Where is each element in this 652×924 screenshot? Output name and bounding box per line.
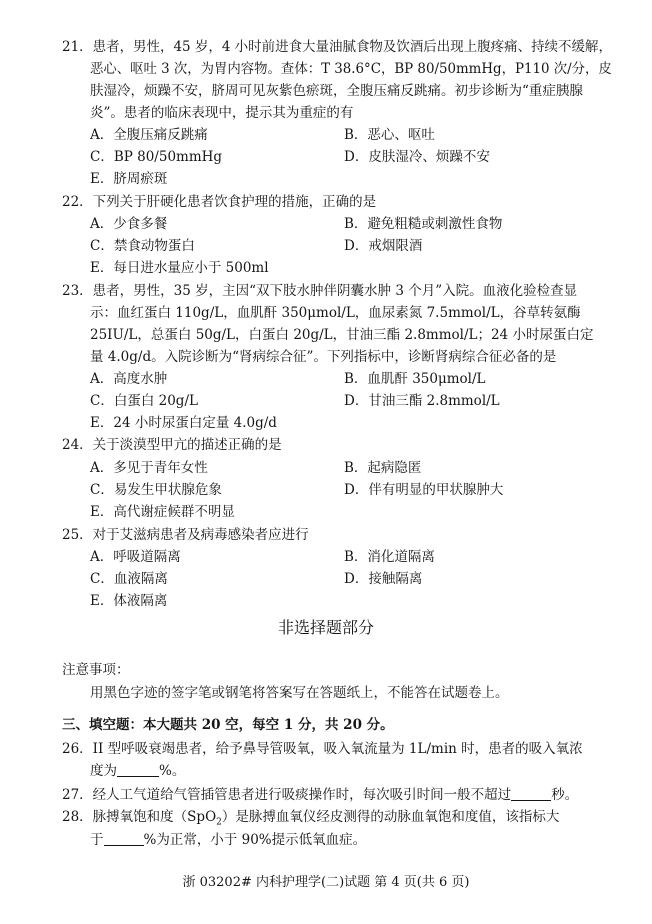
option-b: B．避免粗糙或刺激性食物 <box>344 216 503 232</box>
question-text-line: 25IU/L，总蛋白 50g/L，白蛋白 20g/L，甘油三酯 2.8mmol/L；24 小时尿蛋白定 <box>90 327 594 343</box>
question-text-line: 23．患者，男性，35 岁，主因“双下肢水肿伴阴囊水肿 3 个月”入院。血液化验检查显 <box>62 283 578 299</box>
option-d: D．戒烟限酒 <box>344 238 423 254</box>
notice-body: 用黑色字迹的签字笔或钢笔将答案写在答题纸上，不能答在试题卷上。 <box>90 685 509 701</box>
option-a: A．呼吸道隔离 <box>90 549 181 565</box>
text-segment: 度为 <box>90 763 117 779</box>
text-segment: 秒。 <box>551 787 579 803</box>
option-a: A．少食多餐 <box>90 216 168 232</box>
question-text-line: 26．II 型呼吸衰竭患者，给予鼻导管吸氧，吸入氧流量为 1L/min 时，患者的吸入氧浓 <box>62 741 583 757</box>
option-a: A．全腹压痛反跳痛 <box>90 127 208 143</box>
option-e: E．高代谢症候群不明显 <box>90 504 235 520</box>
question-text-line: 22．下列关于肝硬化患者饮食护理的措施，正确的是 <box>62 194 377 210</box>
option-b: B．血肌酐 350μmol/L <box>344 371 486 387</box>
option-c: C．BP 80/50mmHg <box>90 149 223 165</box>
text-segment: %为正常，小于 90%提示低氧血症。 <box>143 832 367 848</box>
question-text-line: 25．对于艾滋病患者及病毒感染者应进行 <box>62 527 309 543</box>
answer-blank[interactable] <box>117 762 159 777</box>
option-b: B．起病隐匿 <box>344 460 422 476</box>
option-a: A．多见于青年女性 <box>90 460 208 476</box>
option-a: A．高度水肿 <box>90 371 168 387</box>
notice-title: 注意事项： <box>62 662 130 678</box>
option-e: E．体液隔离 <box>90 593 168 609</box>
option-c: C．血液隔离 <box>90 571 168 587</box>
question-text-line: 炎”。患者的临床表现中，提示其为重症的有 <box>90 105 354 121</box>
text-segment: 于 <box>90 832 104 848</box>
option-b: B．恶心、呕吐 <box>344 127 435 143</box>
option-e: E．脐周瘀斑 <box>90 171 168 187</box>
page-footer: 浙 03202# 内科护理学(二)试题 第 4 页(共 6 页) <box>182 875 470 890</box>
question-text-line: 示：血红蛋白 110g/L，血肌酐 350μmol/L，血尿素氮 7.5mmol/L，谷草转氨酶 <box>90 305 581 321</box>
text-segment: ）是脉搏血氧仪经皮测得的动脉血氧饱和度值，该指标大 <box>221 809 560 825</box>
option-d: D．甘油三酯 2.8mmol/L <box>344 393 500 409</box>
answer-blank[interactable] <box>104 831 144 846</box>
section-title: 非选择题部分 <box>277 618 374 637</box>
question-text-line: 24．关于淡漠型甲亢的描述正确的是 <box>62 437 282 453</box>
question-text-line: 21．患者，男性，45 岁，4 小时前进食大量油腻食物及饮酒后出现上腹疼痛、持续不缓解， <box>62 39 612 55</box>
text-segment: 28．脉搏氧饱和度（SpO <box>62 809 217 825</box>
question-text-line: 恶心、呕吐 3 次，为胃内容物。查体：T 38.6°C，BP 80/50mmHg，P110 次/分，皮 <box>90 61 612 77</box>
option-b: B．消化道隔离 <box>344 549 435 565</box>
question-text-line <box>62 808 559 832</box>
option-c: C．易发生甲状腺危象 <box>90 482 222 498</box>
text-segment: 27．经人工气道给气管插管患者进行吸痰操作时，每次吸引时间一般不超过 <box>62 787 512 803</box>
question-text-line: 量 4.0g/d。入院诊断为“肾病综合征”。下列指标中，诊断肾病综合征必备的是 <box>90 349 557 365</box>
question-text-line <box>90 831 366 849</box>
question-text-line: 肤湿冷，烦躁不安，脐周可见灰紫色瘀斑，全腹压痛反跳痛。初步诊断为“重症胰腺 <box>90 83 583 99</box>
option-d: D．皮肤湿冷、烦躁不安 <box>344 149 490 165</box>
question-text-line <box>90 762 185 780</box>
fill-section-heading: 三、填空题：本大题共 20 空，每空 1 分，共 20 分。 <box>62 717 394 733</box>
option-e: E．每日进水量应小于 500ml <box>90 260 269 276</box>
text-segment: %。 <box>159 763 186 779</box>
question-text-line <box>62 786 578 804</box>
option-c: C．禁食动物蛋白 <box>90 238 195 254</box>
option-d: D．伴有明显的甲状腺肿大 <box>344 482 504 498</box>
option-d: D．接触隔离 <box>344 571 423 587</box>
option-c: C．白蛋白 20g/L <box>90 393 198 409</box>
subscript: 2 <box>216 817 222 828</box>
answer-blank[interactable] <box>511 786 551 801</box>
option-e: E．24 小时尿蛋白定量 4.0g/d <box>90 415 277 431</box>
